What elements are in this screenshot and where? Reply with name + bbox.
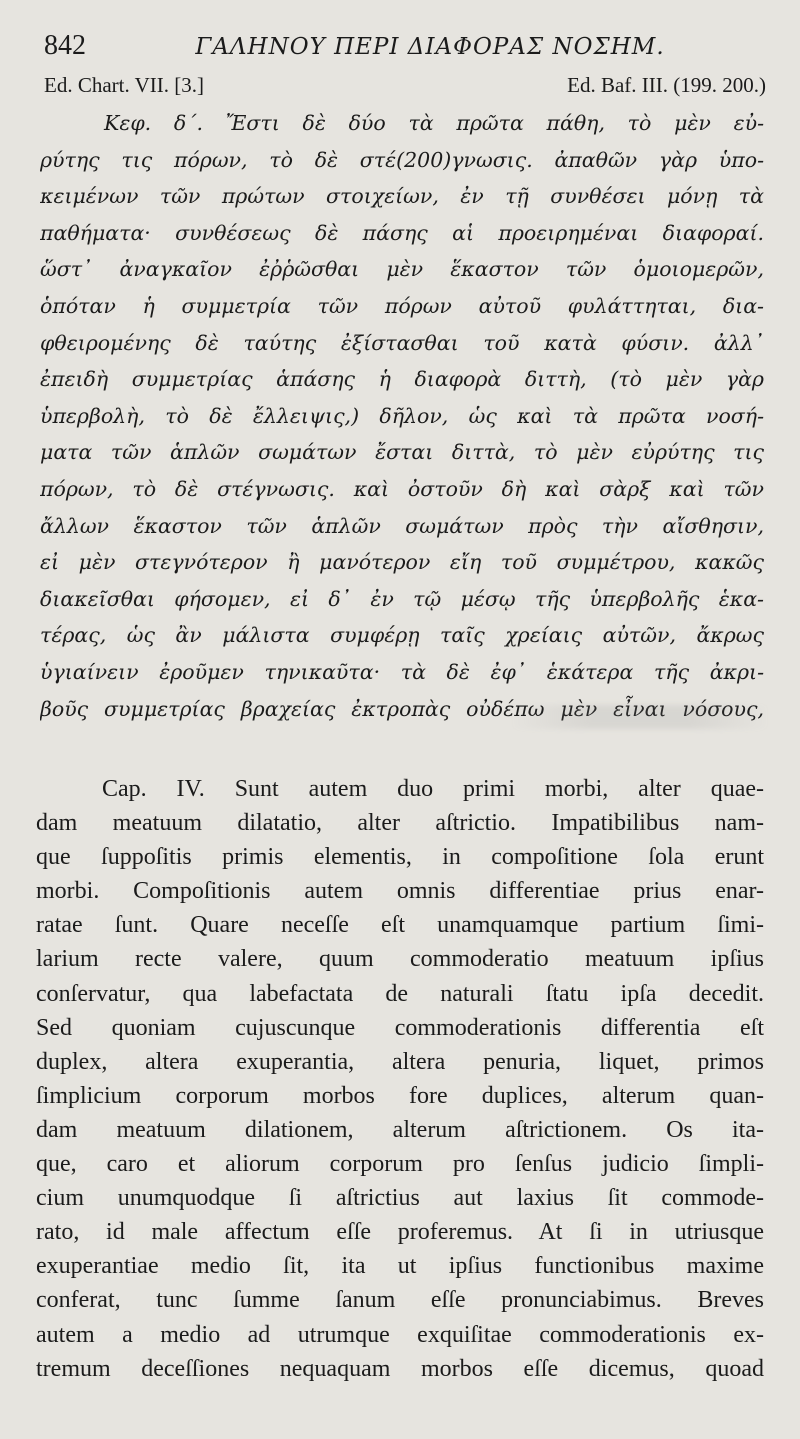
greek-line: κειμένων τῶν πρώτων στοιχείων, ἐν τῇ συνθέσει μόνῃ τὰ — [40, 184, 764, 209]
latin-line: dam meatuum dilationem, alterum aſtrictionem. Os ita- — [36, 1116, 764, 1143]
greek-line: φθειρομένης δὲ ταύτης ἐξίστασθαι τοῦ κατὰ φύσιν. ἀλλ᾽ — [40, 330, 764, 355]
edition-basel-reference: Ed. Baf. III. (199. 200.) — [567, 73, 766, 97]
greek-line: εἰ μὲν στεγνότερον ἢ μανότερον εἴη τοῦ συμμέτρου, κακῶς — [40, 550, 764, 575]
latin-line: que ſuppoſitis primis elementis, in compoſitione ſola erunt — [36, 844, 764, 871]
page-number: 842 — [44, 30, 86, 61]
latin-text-block — [36, 772, 764, 1386]
greek-line: ἐπειδὴ συμμετρίας ἁπάσης ἡ διαφορὰ διττὴ, (τὸ μὲν γὰρ — [40, 367, 764, 392]
edition-chart-reference: Ed. Chart. VII. [3.] — [44, 73, 204, 97]
latin-line: cium unumquodque ſi aſtrictius aut laxius ſit commode- — [36, 1185, 764, 1212]
greek-line: διακεῖσθαι φήσομεν, εἰ δ᾽ ἐν τῷ μέσῳ τῆς ὑπερβολῆς ἑκα- — [40, 586, 764, 611]
latin-line: que, caro et aliorum corporum pro ſenſus judicio ſimpli- — [36, 1151, 764, 1178]
latin-line: autem a medio ad utrumque exquiſitae commoderationis ex- — [36, 1321, 764, 1348]
greek-line: ρύτης τις πόρων, τὸ δὲ στέ(200)γνωσις. ἀπαθῶν γὰρ ὑπο- — [40, 147, 764, 172]
greek-line: τέρας, ὡς ἂν μάλιστα συμφέρῃ ταῖς χρείαις αὐτῶν, ἄκρως — [40, 623, 764, 648]
greek-line: ὁπόταν ἡ συμμετρία τῶν πόρων αὐτοῦ φυλάττηται, δια- — [40, 293, 764, 318]
latin-line: morbi. Compoſitionis autem omnis differentiae prius enar- — [36, 878, 764, 905]
greek-line: ἄλλων ἕκαστον τῶν ἁπλῶν σωμάτων πρὸς τὴν αἴσθησιν, — [40, 513, 764, 538]
show-through-smudge — [510, 705, 770, 729]
latin-line: ſimplicium corporum morbos fore duplices, alterum quan- — [36, 1082, 764, 1109]
latin-line: tremum deceſſiones nequaquam morbos eſſe dicemus, quoad — [36, 1355, 764, 1382]
greek-line: ματα τῶν ἁπλῶν σωμάτων ἔσται διττὰ, τὸ μὲν εὐρύτης τις — [40, 440, 764, 465]
greek-line: ὥστ᾽ ἀναγκαῖον ἐῤῥῶσθαι μὲν ἕκαστον τῶν ὁμοιομερῶν, — [40, 257, 764, 282]
greek-line: ὑπερβολὴ, τὸ δὲ ἔλλειψις,) δῆλον, ὡς καὶ τὰ πρῶτα νοσή- — [40, 403, 764, 428]
latin-line: ratae ſunt. Quare neceſſe eſt unamquamque partium ſimi- — [36, 912, 764, 939]
latin-line: duplex, altera exuperantia, altera penuria, liquet, primos — [36, 1048, 764, 1075]
greek-text-block — [40, 105, 764, 727]
latin-line: exuperantiae medio ſit, ita ut ipſius functionibus maxime — [36, 1253, 764, 1280]
running-title: ΓΑΛΗΝΟΥ ΠΕΡΙ ΔΙΑΦΟΡΑΣ ΝΟΣΗΜ. — [195, 34, 665, 60]
latin-line: Sed quoniam cujuscunque commoderationis differentia eſt — [36, 1014, 764, 1041]
latin-line: conſervatur, qua labefactata de naturali ſtatu ipſa decedit. — [36, 980, 764, 1007]
latin-line: dam meatuum dilatatio, alter aſtrictio. Impatibilibus nam- — [36, 810, 764, 837]
latin-line: conferat, tunc ſumme ſanum eſſe pronunciabimus. Breves — [36, 1287, 764, 1314]
latin-line: larium recte valere, quum commoderatio meatuum ipſius — [36, 946, 764, 973]
greek-line: πόρων, τὸ δὲ στέγνωσις. καὶ ὀστοῦν δὴ καὶ σὰρξ καὶ τῶν — [40, 476, 764, 501]
greek-line: παθήματα· συνθέσεως δὲ πάσης αἱ προειρημέναι διαφοραί. — [40, 220, 764, 245]
page-header — [40, 26, 760, 66]
edition-reference-line — [44, 73, 766, 103]
latin-line: rato, id male affectum eſſe proferemus. At ſi in utriusque — [36, 1219, 764, 1246]
greek-line: Κεφ. δ΄. Ἔστι δὲ δύο τὰ πρῶτα πάθη, τὸ μὲν εὐ- — [104, 111, 764, 135]
greek-line: βοῦς συμμετρίας βραχείας ἐκτροπὰς οὐδέπω μὲν εἶναι νόσους, — [40, 696, 764, 721]
latin-line: Cap. IV. Sunt autem duo primi morbi, alter quae- — [102, 776, 764, 802]
greek-line: ὑγιαίνειν ἐροῦμεν τηνικαῦτα· τὰ δὲ ἐφ᾽ ἑκάτερα τῆς ἀκρι- — [40, 659, 764, 684]
